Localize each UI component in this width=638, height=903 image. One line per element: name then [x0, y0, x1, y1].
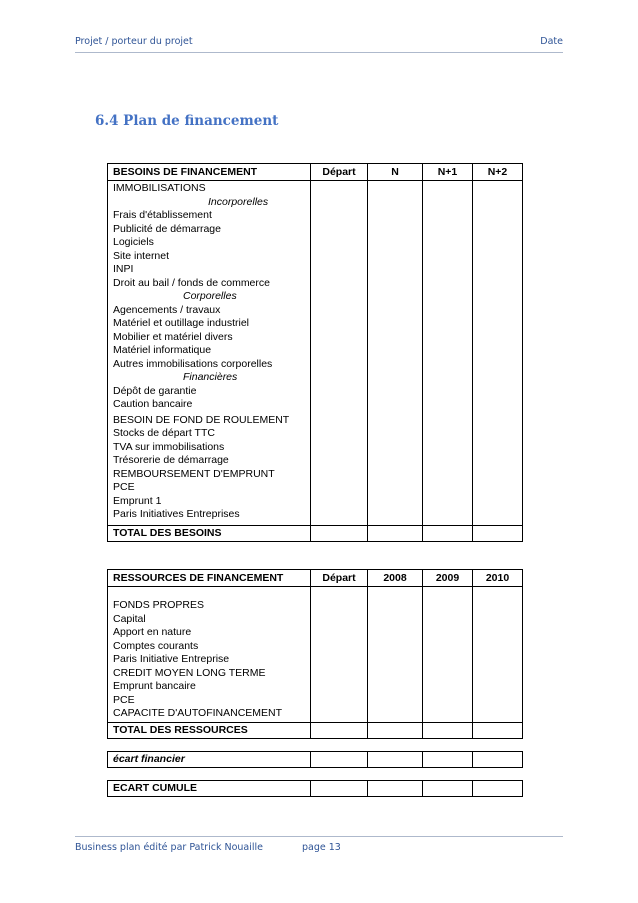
list-item: PCE [113, 693, 135, 706]
list-item: Agencements / travaux [113, 303, 221, 316]
total-besoins-label: TOTAL DES BESOINS [108, 526, 311, 542]
list-item: Comptes courants [113, 639, 199, 652]
ressources-header-row [108, 570, 523, 587]
besoins-header-row [108, 164, 523, 181]
col-depart: Départ [311, 570, 368, 587]
value-cell [368, 752, 423, 768]
list-item: REMBOURSEMENT D'EMPRUNT [113, 467, 275, 480]
list-item: Stocks de départ TTC [113, 427, 215, 439]
page-footer [75, 842, 341, 853]
ressources-2009-cell [423, 587, 473, 723]
ecart-financier-label: écart financier [108, 752, 311, 768]
besoins-n2-cell [473, 181, 523, 526]
total-cell [368, 526, 423, 542]
list-item: CAPACITE D'AUTOFINANCEMENT [113, 707, 283, 719]
list-item: Site internet [113, 249, 170, 262]
list-item: Incorporelles [208, 195, 269, 208]
besoins-items [108, 181, 311, 526]
col-n2: N+2 [473, 164, 523, 181]
col-depart: Départ [311, 164, 368, 181]
page-header [75, 36, 563, 50]
list-item: FONDS PROPRES [113, 599, 205, 611]
ressources-2008-cell [368, 587, 423, 723]
besoins-total-row [108, 526, 523, 542]
besoins-table [107, 163, 523, 542]
list-item: Matériel et outillage industriel [113, 317, 249, 329]
list-item: Emprunt bancaire [113, 680, 196, 692]
footer-author: Business plan édité par Patrick Nouaille [75, 842, 263, 853]
list-item: Dépôt de garantie [113, 384, 197, 397]
ecart-financier-table [107, 751, 523, 768]
col-n1: N+1 [423, 164, 473, 181]
list-item: BESOIN DE FOND DE ROULEMENT [113, 413, 290, 426]
value-cell [311, 752, 368, 768]
ressources-total-row [108, 723, 523, 739]
ecart-cumule-table [107, 780, 523, 797]
value-cell [423, 781, 473, 797]
footer-rule [75, 836, 563, 837]
ressources-table [107, 569, 523, 739]
list-item: Paris Initiative Entreprise [113, 653, 230, 665]
list-item: Caution bancaire [113, 398, 193, 410]
list-item: Corporelles [183, 290, 237, 302]
list-item: Logiciels [113, 236, 154, 248]
col-n: N [368, 164, 423, 181]
list-item: Publicité de démarrage [113, 222, 221, 235]
besoins-n1-cell [423, 181, 473, 526]
list-item: Droit au bail / fonds de commerce [113, 276, 270, 289]
total-cell [473, 526, 523, 542]
ecart-cumule-label: ECART CUMULE [108, 781, 311, 797]
list-item: Mobilier et matériel divers [113, 330, 233, 343]
col-2009: 2009 [423, 570, 473, 587]
ressources-depart-cell [311, 587, 368, 723]
header-rule [75, 52, 563, 53]
total-cell [473, 723, 523, 739]
value-cell [423, 752, 473, 768]
total-cell [311, 526, 368, 542]
header-date: Date [540, 36, 563, 47]
ressources-2010-cell [473, 587, 523, 723]
list-item: CREDIT MOYEN LONG TERME [113, 666, 266, 679]
besoins-body-row [108, 181, 523, 526]
total-cell [423, 723, 473, 739]
list-item: TVA sur immobilisations [113, 440, 225, 453]
total-cell [423, 526, 473, 542]
ressources-body-row [108, 587, 523, 723]
besoins-n-cell [368, 181, 423, 526]
list-item: PCE [113, 481, 135, 493]
ressources-header-label: RESSOURCES DE FINANCEMENT [108, 570, 311, 587]
list-item: Frais d'établissement [113, 209, 212, 221]
besoins-header-label: BESOINS DE FINANCEMENT [108, 164, 311, 181]
list-item: IMMOBILISATIONS [113, 182, 206, 194]
ecart-cumule-row [108, 781, 523, 797]
value-cell [473, 781, 523, 797]
list-item: Emprunt 1 [113, 494, 162, 507]
col-2008: 2008 [368, 570, 423, 587]
list-item: Capital [113, 612, 146, 625]
ressources-items [108, 587, 311, 723]
list-item: INPI [113, 263, 134, 275]
list-item: Paris Initiatives Entreprises [113, 508, 240, 520]
header-project: Projet / porteur du projet [75, 36, 193, 47]
list-item: Matériel informatique [113, 344, 212, 356]
list-item: Apport en nature [113, 626, 192, 638]
value-cell [473, 752, 523, 768]
page-number: page 13 [302, 842, 341, 853]
value-cell [311, 781, 368, 797]
list-item: Financières [183, 371, 238, 383]
ecart-financier-row [108, 752, 523, 768]
total-cell [368, 723, 423, 739]
besoins-depart-cell [311, 181, 368, 526]
value-cell [368, 781, 423, 797]
list-item: Autres immobilisations corporelles [113, 357, 273, 370]
col-2010: 2010 [473, 570, 523, 587]
list-item: Trésorerie de démarrage [113, 454, 229, 466]
section-title: 6.4 Plan de financement [95, 113, 279, 129]
total-cell [311, 723, 368, 739]
total-ressources-label: TOTAL DES RESSOURCES [108, 723, 311, 739]
